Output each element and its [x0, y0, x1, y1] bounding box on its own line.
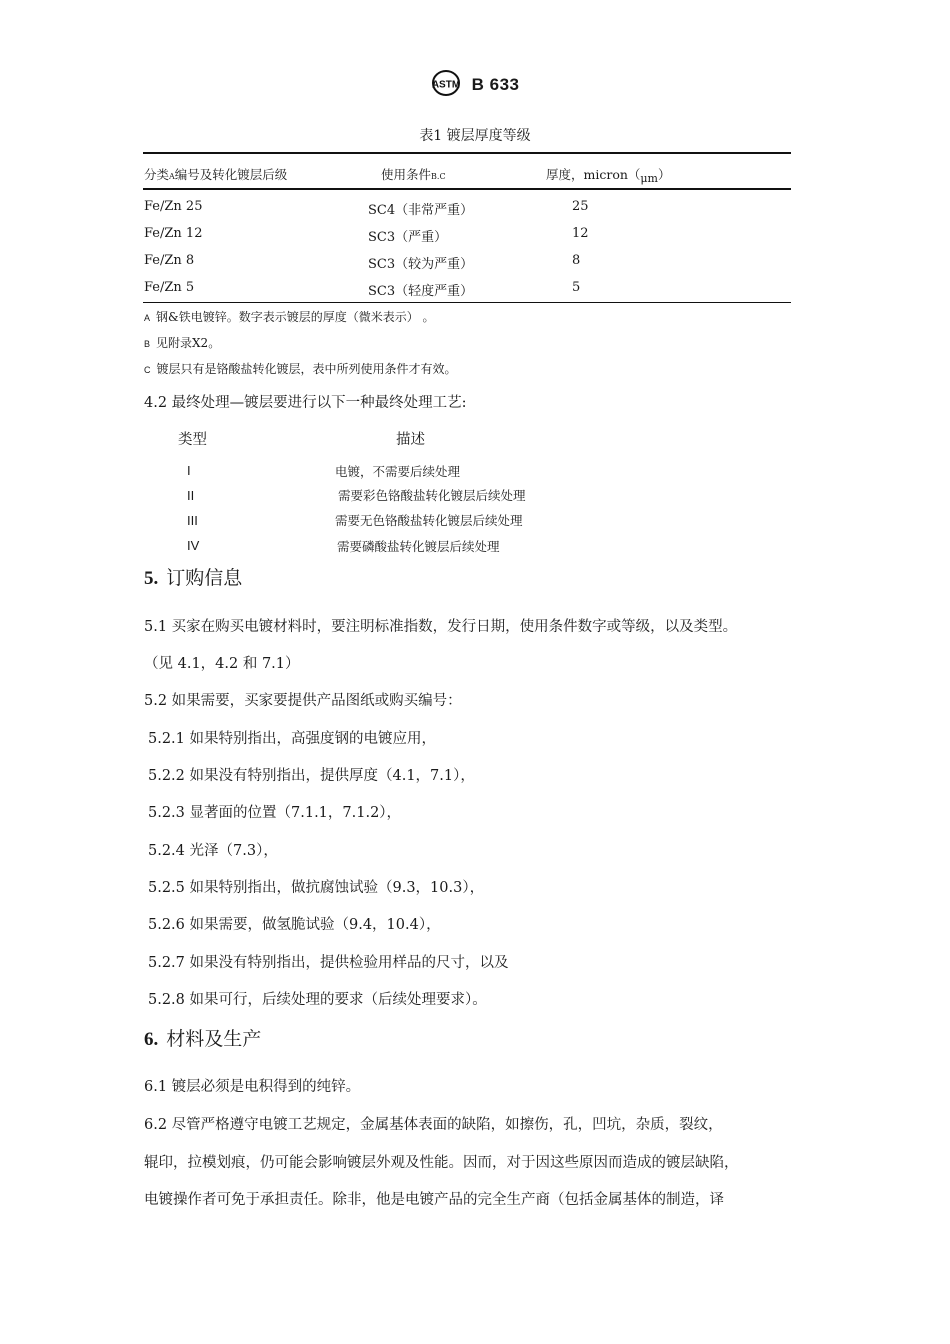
type-desc: 需要磷酸盐转化镀层后续处理	[337, 539, 500, 554]
table-header-rule	[143, 188, 791, 190]
paragraph-5-2: 5.2 如果需要，买家要提供产品图纸或购买编号：	[144, 693, 462, 709]
table-top-rule	[143, 152, 791, 154]
cell-condition: SC3（严重）	[368, 230, 448, 245]
cell-thickness: 5	[572, 280, 581, 295]
header-condition: 使用条件B.C	[381, 167, 446, 182]
cell-thickness: 12	[572, 226, 589, 241]
type-code: III	[187, 513, 198, 528]
type-desc: 需要彩色铬酸盐转化镀层后续处理	[338, 488, 526, 503]
paragraph-4-2: 4.2 最终处理—镀层要进行以下一种最终处理工艺:	[144, 395, 467, 411]
column-desc-label: 描述	[396, 432, 425, 448]
table-note: A 钢&铁电镀锌。数字表示镀层的厚度（微米表示） 。	[144, 310, 435, 324]
section-heading-6: 6. 材料及生产	[144, 1028, 262, 1050]
header-classification: 分类A编号及转化镀层后级	[144, 167, 288, 182]
list-item: 5.2.6 如果需要，做氢脆试验（9.4，10.4），	[148, 917, 441, 933]
table-bottom-rule	[143, 302, 791, 303]
table-note: C 镀层只有是铬酸盐转化镀层，表中所列使用条件才有效。	[144, 362, 457, 376]
list-item: 5.2.8 如果可行，后续处理的要求（后续处理要求）。	[148, 992, 487, 1008]
paragraph-6-2-line: 电镀操作者可免于承担责任。除非，他是电镀产品的完全生产商（包括金属基体的制造，译	[144, 1192, 724, 1208]
svg-text:ASTM: ASTM	[431, 79, 460, 91]
type-code: II	[187, 488, 195, 503]
cell-condition: SC3（轻度严重）	[368, 284, 474, 299]
type-code: IV	[187, 538, 200, 553]
astm-logo-icon	[431, 70, 461, 100]
header-thickness: 厚度，micron（μm）	[546, 167, 671, 185]
type-code: I	[187, 463, 191, 478]
type-desc: 电镀，不需要后续处理	[335, 464, 461, 479]
paragraph-6-2-line: 6.2 尽管严格遵守电镀工艺规定，金属基体表面的缺陷，如擦伤，孔，凹坑，杂质，裂纹，	[144, 1117, 723, 1133]
list-item: 5.2.2 如果没有特别指出，提供厚度（4.1，7.1），	[148, 768, 475, 784]
cell-thickness: 8	[572, 253, 581, 268]
cell-class: Fe/Zn 12	[144, 226, 203, 241]
list-item: 5.2.4 光泽（7.3），	[148, 843, 278, 859]
list-item: 5.2.7 如果没有特别指出，提供检验用样品的尺寸，以及	[148, 955, 509, 971]
paragraph-6-2-line: 辊印，拉模划痕，仍可能会影响镀层外观及性能。因而，对于因这些原因而造成的镀层缺陷，	[144, 1155, 739, 1171]
cell-class: Fe/Zn 25	[144, 199, 203, 214]
table-note: B 见附录X2。	[144, 336, 221, 350]
list-item: 5.2.3 显著面的位置（7.1.1，7.1.2），	[148, 805, 402, 821]
paragraph-5-1: 5.1 买家在购买电镀材料时，要注明标准指数，发行日期，使用条件数字或等级，以及类型。	[144, 619, 738, 635]
column-type-label: 类型	[178, 432, 207, 448]
table-title: 表1 镀层厚度等级	[419, 128, 531, 144]
cell-class: Fe/Zn 8	[144, 253, 195, 268]
cell-thickness: 25	[572, 199, 589, 214]
paragraph-5-1-cont: （见 4.1，4.2 和 7.1）	[144, 656, 300, 672]
list-item: 5.2.1 如果特别指出，高强度钢的电镀应用，	[148, 731, 437, 747]
cell-class: Fe/Zn 5	[144, 280, 195, 295]
page-header	[0, 70, 950, 100]
paragraph-6-1: 6.1 镀层必须是电积得到的纯锌。	[144, 1079, 361, 1095]
standard-number: B 633	[471, 75, 520, 94]
cell-condition: SC3（较为严重）	[368, 257, 474, 272]
type-desc: 需要无色铬酸盐转化镀层后续处理	[335, 513, 523, 528]
list-item: 5.2.5 如果特别指出，做抗腐蚀试验（9.3，10.3），	[148, 880, 485, 896]
cell-condition: SC4（非常严重）	[368, 203, 474, 218]
section-heading-5: 5. 订购信息	[144, 567, 243, 589]
